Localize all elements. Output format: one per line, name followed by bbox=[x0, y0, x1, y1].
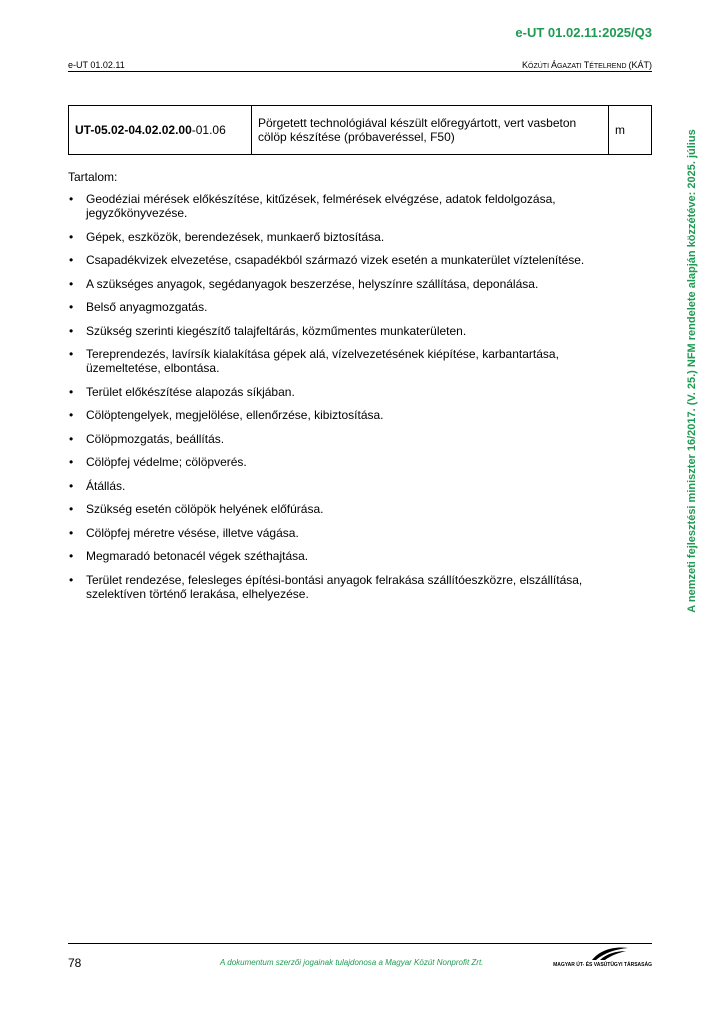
content-list bbox=[68, 192, 628, 610]
side-publication-note bbox=[683, 110, 701, 632]
item-unit: m bbox=[609, 106, 652, 155]
document-code: e-UT 01.02.11:2025/Q3 bbox=[515, 25, 652, 40]
item-code-bold: UT-05.02-04.02.02.00 bbox=[75, 123, 192, 137]
footer-divider bbox=[68, 943, 652, 944]
list-item: • Megmaradó betonacél végek széthajtása. bbox=[68, 549, 628, 563]
list-item: • Szükség szerinti kiegészítő talajfeltárás, közműmentes munkaterületen. bbox=[68, 324, 628, 338]
header-small-caps: GAZATI bbox=[556, 63, 584, 70]
header-initial: K bbox=[522, 60, 529, 70]
header-small-caps: ÖZÚTI bbox=[528, 63, 551, 70]
list-item: • Csapadékvizek elvezetése, csapadékból származó vizek esetén a munkaterület víztelenítése. bbox=[68, 253, 628, 267]
page-number: 78 bbox=[68, 956, 82, 970]
list-item: • Gépek, eszközök, berendezések, munkaerő biztosítása. bbox=[68, 230, 628, 244]
list-item: • Cölöptengelyek, megjelölése, ellenőrzése, kibiztosítása. bbox=[68, 408, 628, 422]
list-item: • Tereprendezés, lavírsík kialakítása gépek alá, vízelvezetésének kiépítése, karbantartása, üzemeltetése, elbontása. bbox=[68, 347, 628, 375]
item-code bbox=[69, 106, 252, 155]
list-item: • Belső anyagmozgatás. bbox=[68, 300, 628, 314]
list-item: • Cölöpmozgatás, beállítás. bbox=[68, 432, 628, 446]
header-divider bbox=[68, 71, 652, 72]
list-item: • Szükség esetén cölöpök helyének előfúrása. bbox=[68, 502, 628, 516]
header-left: e-UT 01.02.11 bbox=[68, 60, 125, 70]
list-item: • Terület rendezése, felesleges építési-bontási anyagok felrakása szállítóeszközre, elszállítása, szelektíven történő lerakása, elhelyezése. bbox=[68, 573, 628, 601]
header-tail: (KÁT) bbox=[628, 60, 652, 70]
logo-text: MAGYAR ÚT- ÉS VASÚTÜGYI TÁRSASÁG bbox=[553, 962, 652, 968]
item-table bbox=[68, 105, 652, 155]
list-item: • Cölöpfej méretre vésése, illetve vágása. bbox=[68, 526, 628, 540]
publisher-logo bbox=[553, 946, 652, 970]
list-item: • Átállás. bbox=[68, 479, 628, 493]
item-code-suffix: -01.06 bbox=[191, 123, 226, 137]
content-label: Tartalom: bbox=[68, 170, 118, 184]
list-item: • A szükséges anyagok, segédanyagok beszerzése, helyszínre szállítása, deponálása. bbox=[68, 277, 628, 291]
list-item: • Terület előkészítése alapozás síkjában. bbox=[68, 385, 628, 399]
list-item: • Geodéziai mérések előkészítése, kitűzések, felmérések elvégzése, adatok feldolgozása, jegyzőkönyvezése. bbox=[68, 192, 628, 220]
item-description: Pörgetett technológiával készült előregyártott, vert vasbeton cölöp készítése (próbaveréssel, F50) bbox=[252, 106, 609, 155]
road-swoosh-logo-icon bbox=[590, 946, 630, 962]
header-small-caps: ÉTELREND bbox=[589, 63, 629, 70]
header-right bbox=[522, 60, 652, 70]
side-note-text: A nemzeti fejlesztési miniszter 16/2017. (V. 25.) NFM rendelete alapján közzétéve: 2025. július bbox=[686, 129, 698, 613]
header-initial: Á bbox=[550, 60, 557, 70]
copyright-notice: A dokumentum szerzői jogainak tulajdonosa a Magyar Közút Nonprofit Zrt. bbox=[220, 958, 484, 967]
list-item: • Cölöpfej védelme; cölöpverés. bbox=[68, 455, 628, 469]
header-initial: T bbox=[583, 60, 590, 70]
table-row bbox=[69, 106, 652, 155]
